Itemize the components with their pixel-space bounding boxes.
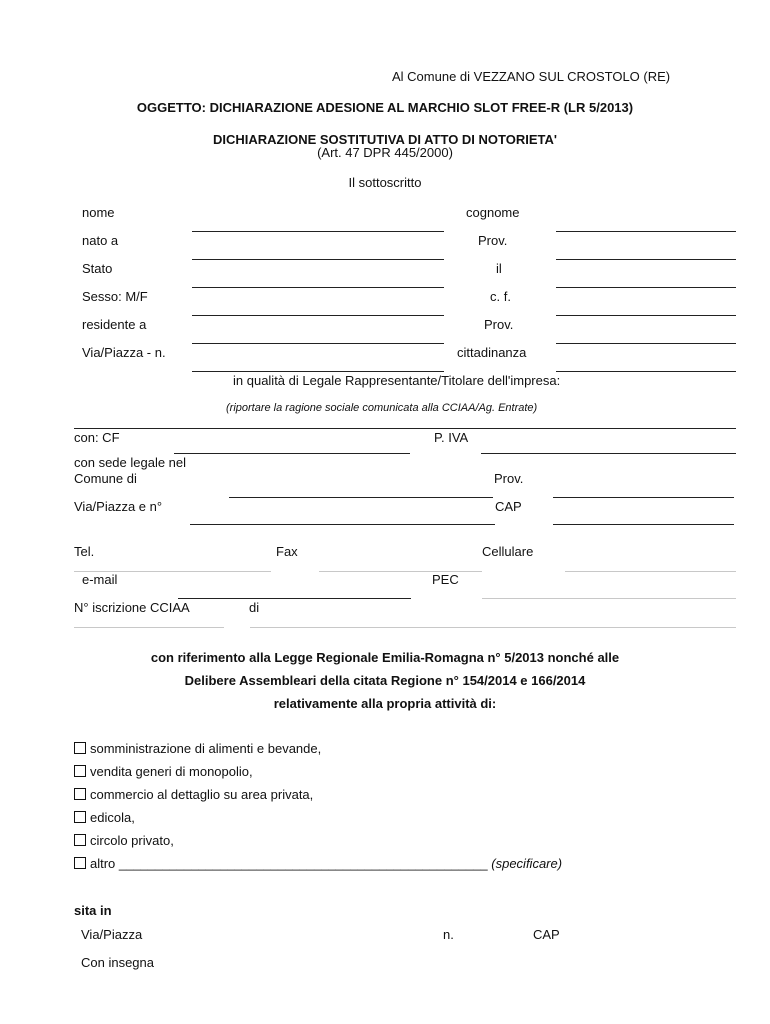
activity-label: altro ___________________________________________________	[90, 856, 488, 871]
checkbox-icon[interactable]	[74, 811, 86, 823]
reference-line-2: Delibere Assembleari della citata Regione n° 154/2014 e 166/2014	[184, 673, 586, 688]
activity-somministrazione[interactable]	[74, 742, 321, 755]
label-location-via: Via/Piazza	[81, 927, 143, 942]
label-residente: residente a	[82, 317, 147, 332]
label-company-via: Via/Piazza e n°	[74, 499, 163, 514]
field-pec[interactable]	[482, 598, 736, 599]
field-via[interactable]	[192, 371, 444, 372]
label-location-n: n.	[443, 927, 454, 942]
label-con-cf: con: CF	[74, 430, 120, 445]
field-residente[interactable]	[192, 343, 444, 344]
label-cf: c. f.	[490, 289, 511, 304]
subject: OGGETTO: DICHIARAZIONE ADESIONE AL MARCHIO SLOT FREE-R (LR 5/2013)	[136, 100, 634, 115]
label-via: Via/Piazza - n.	[82, 345, 166, 360]
field-email[interactable]	[178, 598, 411, 599]
label-prov-nascita: Prov.	[478, 233, 508, 248]
activity-label: circolo privato,	[90, 833, 174, 848]
label-cittadinanza: cittadinanza	[457, 345, 527, 360]
label-cellulare: Cellulare	[482, 544, 534, 559]
field-sesso[interactable]	[192, 315, 444, 316]
activity-commercio[interactable]	[74, 788, 313, 801]
label-insegna: Con insegna	[81, 955, 154, 970]
checkbox-icon[interactable]	[74, 834, 86, 846]
checkbox-icon[interactable]	[74, 857, 86, 869]
field-nato-a[interactable]	[192, 259, 444, 260]
field-cellulare[interactable]	[565, 571, 736, 572]
label-sesso: Sesso: M/F	[82, 289, 148, 304]
activity-altro[interactable]	[74, 857, 562, 870]
field-company-cap[interactable]	[553, 524, 734, 525]
reference-line-1: con riferimento alla Legge Regionale Emilia-Romagna n° 5/2013 nonché alle	[150, 650, 620, 665]
label-fax: Fax	[276, 544, 298, 559]
field-comune[interactable]	[229, 497, 493, 498]
undersigned: Il sottoscritto	[348, 175, 422, 190]
activity-label: somministrazione di alimenti e bevande,	[90, 741, 322, 756]
label-nato-a: nato a	[82, 233, 119, 248]
reference-line-3: relativamente alla propria attività di:	[273, 696, 497, 711]
field-stato[interactable]	[192, 287, 444, 288]
field-cittadinanza[interactable]	[556, 371, 736, 372]
declaration-ref: (Art. 47 DPR 445/2000)	[317, 145, 453, 160]
label-cognome: cognome	[466, 205, 520, 220]
field-prov-nascita[interactable]	[556, 259, 736, 260]
field-nome[interactable]	[192, 231, 444, 232]
field-cciaa-number[interactable]	[74, 627, 224, 628]
field-company-prov[interactable]	[553, 497, 734, 498]
field-company-via[interactable]	[190, 524, 495, 525]
activity-circolo[interactable]	[74, 834, 174, 847]
label-cciaa-di: di	[249, 600, 260, 615]
field-company-cf[interactable]	[174, 453, 410, 454]
activity-monopolio[interactable]	[74, 765, 253, 778]
label-email: e-mail	[82, 572, 118, 587]
label-tel: Tel.	[74, 544, 95, 559]
location-title: sita in	[74, 903, 112, 918]
label-stato: Stato	[82, 261, 113, 276]
activity-label: commercio al dettaglio su area privata,	[90, 787, 314, 802]
recipient: Al Comune di VEZZANO SUL CROSTOLO (RE)	[392, 69, 671, 84]
label-pec: PEC	[432, 572, 459, 587]
activity-label: vendita generi di monopolio,	[90, 764, 253, 779]
label-il: il	[496, 261, 502, 276]
field-cf[interactable]	[556, 315, 736, 316]
label-nome: nome	[82, 205, 115, 220]
label-comune: Comune di	[74, 471, 137, 486]
label-company-cap: CAP	[495, 499, 522, 514]
label-company-prov: Prov.	[494, 471, 524, 486]
field-piva[interactable]	[481, 453, 736, 454]
field-cognome[interactable]	[556, 231, 736, 232]
qualita-label: in qualità di Legale Rappresentante/Titolare dell'impresa:	[233, 373, 561, 388]
declaration-title: DICHIARAZIONE SOSTITUTIVA DI ATTO DI NOTORIETA'	[213, 132, 557, 147]
field-cciaa-di[interactable]	[250, 627, 736, 628]
specificare-label: (specificare)	[491, 856, 563, 871]
label-piva: P. IVA	[434, 430, 469, 445]
checkbox-icon[interactable]	[74, 765, 86, 777]
label-location-cap: CAP	[533, 927, 560, 942]
label-cciaa: N° iscrizione CCIAA	[74, 600, 190, 615]
label-sede-legale: con sede legale nel	[74, 455, 187, 470]
checkbox-icon[interactable]	[74, 742, 86, 754]
activity-label: edicola,	[90, 810, 135, 825]
field-ragione-sociale[interactable]	[74, 428, 736, 429]
label-prov-residenza: Prov.	[484, 317, 514, 332]
checkbox-icon[interactable]	[74, 788, 86, 800]
field-data-nascita[interactable]	[556, 287, 736, 288]
field-prov-residenza[interactable]	[556, 343, 736, 344]
ragione-sociale-note: (riportare la ragione sociale comunicata alla CCIAA/Ag. Entrate)	[226, 402, 538, 414]
activity-edicola[interactable]	[74, 811, 135, 824]
